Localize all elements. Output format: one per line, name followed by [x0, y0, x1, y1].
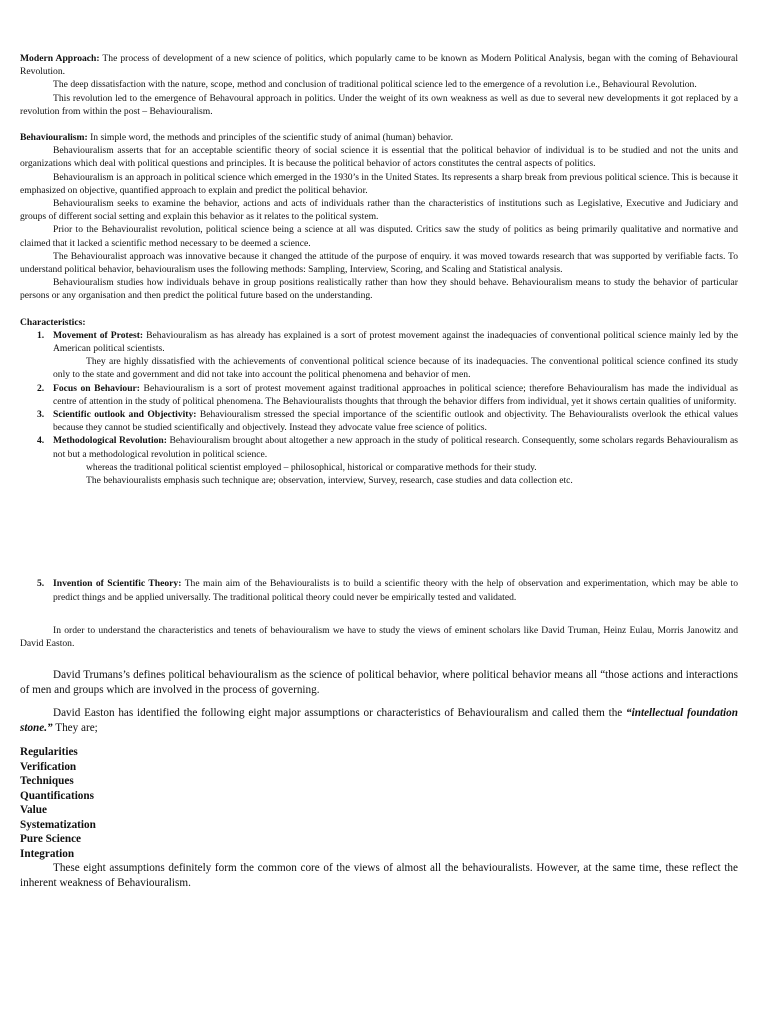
characteristics-list [20, 329, 738, 487]
characteristics-heading [20, 316, 738, 329]
assumptions-list [20, 745, 738, 861]
assumption-item: Techniques [20, 775, 74, 788]
characteristics-heading-text: Characteristics: [20, 316, 86, 328]
characteristics-section [20, 316, 738, 650]
assumption-item: Integration [20, 847, 75, 860]
assumption-item: Value [20, 804, 47, 817]
spacer [20, 698, 738, 706]
conclusion-paragraph: These eight assumptions definitely form the common core of the views of almost all the behaviouralists. However, at the same time, these reflect the inherent weakness of Behaviouralism. [20, 862, 738, 890]
behaviouralism-intro-text: In simple word, the methods and principles of the scientific study of animal (human) behavior. [87, 132, 453, 144]
characteristic-body: Behaviouralism as has already has explained is a sort of protest movement against the inadequacies of conventional political science mainly led by the American political scientists. [53, 329, 738, 355]
item-number: 3. [37, 409, 45, 421]
spacer [20, 650, 738, 668]
behaviouralism-paragraph: Behaviouralism studies how individuals behave in group positions realistically rather than how they should behave. Behaviouralism means to study the behavior of particular persons or any organisation and then predict the political future based on the understanding. [20, 277, 738, 302]
item-number: 1. [37, 329, 45, 341]
characteristic-title: Scientific outlook and Objectivity: [53, 409, 197, 421]
modern-approach-paragraph-2: The deep dissatisfaction with the nature, scope, method and conclusion of traditional political science led to the emergence of a revolution i.e., Behavioural Revolution. [53, 79, 697, 91]
behaviouralism-heading: Behaviouralism: [20, 132, 88, 144]
behaviouralism-intro [20, 131, 738, 144]
characteristic-text [53, 577, 738, 603]
characteristic-title: Movement of Protest: [53, 329, 144, 341]
easton-section [20, 668, 738, 891]
characteristic-item [20, 382, 738, 408]
assumption-item: Regularities [20, 746, 78, 759]
document-page [20, 52, 738, 891]
characteristic-title: Invention of Scientific Theory: [53, 578, 182, 590]
characteristic-item [20, 329, 738, 382]
modern-approach-heading: Modern Approach: [20, 53, 100, 64]
assumption-item: Verification [20, 760, 77, 773]
characteristic-body: Behaviouralism stressed the special importance of the scientific outlook and objectivity. The Behaviouralists overlook the ethical values because they cannot be studied scientifically and objectively. Instead they advocate value free science of politics. [53, 409, 739, 434]
easton-paragraph [20, 706, 738, 736]
item-number: 4. [37, 435, 45, 447]
characteristic-title: Methodological Revolution: [53, 435, 167, 447]
item-number: 5. [37, 578, 45, 590]
blank-space [20, 487, 738, 577]
behaviouralism-paragraph: Behaviouralism seeks to examine the behavior, actions and acts of individuals rather than the characteristics of institutions such as Legislative, Executive and Judiciary and groups of different social setting and explain this behavior as it relates to the political system. [20, 198, 738, 223]
characteristic-item [20, 434, 738, 487]
scholars-paragraph: In order to understand the characteristics and tenets of behaviouralism we have to study the views of eminent scholars like David Truman, Heinz Eulau, Morris Janowitz and David Easton. [20, 624, 738, 649]
assumption-item: Systematization [20, 818, 96, 831]
characteristic-item [20, 577, 738, 603]
spacer [20, 604, 738, 624]
modern-approach-section [20, 52, 738, 118]
behaviouralism-section [20, 131, 738, 303]
spacer [20, 303, 738, 316]
characteristic-item [20, 408, 738, 434]
characteristic-text [53, 382, 738, 408]
modern-approach-paragraph [20, 52, 738, 78]
characteristic-text [53, 434, 738, 460]
characteristic-text [53, 329, 738, 355]
characteristics-list-continued [20, 577, 738, 603]
characteristic-body: Behaviouralism brought about altogether a new approach in the study of political research. Consequently, some scholars regards Behaviouralism as not but a methodological revolution in political science. [53, 435, 738, 460]
easton-text-end: They are; [52, 722, 98, 735]
spacer [20, 118, 738, 131]
truman-paragraph: David Trumans’s defines political behaviouralism as the science of political behavior, where political behavior means all “those actions and interactions of men and groups which are involved in the process of governing. [20, 669, 738, 697]
modern-approach-text: The process of development of a new science of politics, which popularly came to be known as Modern Political Analysis, began with the coming of Behavioural Revolution. [20, 53, 738, 78]
assumption-item: Pure Science [20, 833, 81, 846]
characteristic-subtext: The behaviouralists emphasis such technique are; observation, interview, Survey, research, case studies and data collection etc. [86, 475, 573, 487]
easton-emphasis: “intellectual foundation stone.” [20, 707, 738, 735]
characteristic-body: The main aim of the Behaviouralists is to build a scientific theory with the help of observation and experimentation, which may be able to predict things and be applied universally. The traditional political theory could never be empirically tested and validated. [53, 578, 739, 603]
characteristic-body: Behaviouralism is a sort of protest movement against traditional approaches in political science; therefore Behaviouralism has made the individual as centre of attention in the study of political phenomena. The Behaviouralists thoughts that through the behavior differs from individual, yet it shows certain qualities of uniformity. [53, 382, 738, 407]
item-number: 2. [37, 382, 45, 394]
characteristic-title: Focus on Behaviour: [53, 382, 141, 394]
behaviouralism-paragraph: Behaviouralism is an approach in political science which emerged in the 1930’s in the United States. Its represents a sharp break from previous political science. This is because it emphasized on objective, quantified approach to explain and predict the political behavior. [20, 171, 738, 196]
behaviouralism-paragraph: Behaviouralism asserts that for an acceptable scientific theory of social science it is essential that the political behavior of individual is to be studied and not the units and organizations which deal with political questions and principles. It is because the political behavior of actors constitutes the central aspects of politics. [20, 145, 738, 170]
behaviouralism-paragraph: Prior to the Behaviouralist revolution, political science being a science at all was disputed. Critics saw the study of politics as being primarily qualitative and normative and claimed that it lacked a scientific method necessary to be deemed a science. [20, 224, 738, 249]
characteristic-subtext: whereas the traditional political scientist employed – philosophical, historical or comparative methods for their study. [86, 461, 537, 473]
behaviouralism-paragraph: The Behaviouralist approach was innovative because it changed the attitude of the purpose of enquiry. it was moved towards research that was supported by verifiable facts. To understand political behavior, behaviouralism uses the following methods: Sampling, Interview, Scoring, and Scaling and Statistical analysis. [20, 250, 738, 276]
easton-text: David Easton has identified the following eight major assumptions or characteristics of Behaviouralism and called them the [53, 707, 627, 720]
modern-approach-paragraph-3: This revolution led to the emergence of Behavoural approach in politics. Under the weight of its own weakness as well as due to several new developments it got replaced by a revolution from within the post – Behaviouralism. [20, 92, 738, 117]
assumption-item: Quantifications [20, 789, 94, 802]
characteristic-text [53, 408, 738, 434]
spacer [20, 736, 738, 745]
characteristic-subtext: They are highly dissatisfied with the achievements of conventional political science because of its inadequacies. The conventional political science confined its study only to the state and government and did not take into account the political phenomena and behavior of men. [53, 356, 738, 381]
